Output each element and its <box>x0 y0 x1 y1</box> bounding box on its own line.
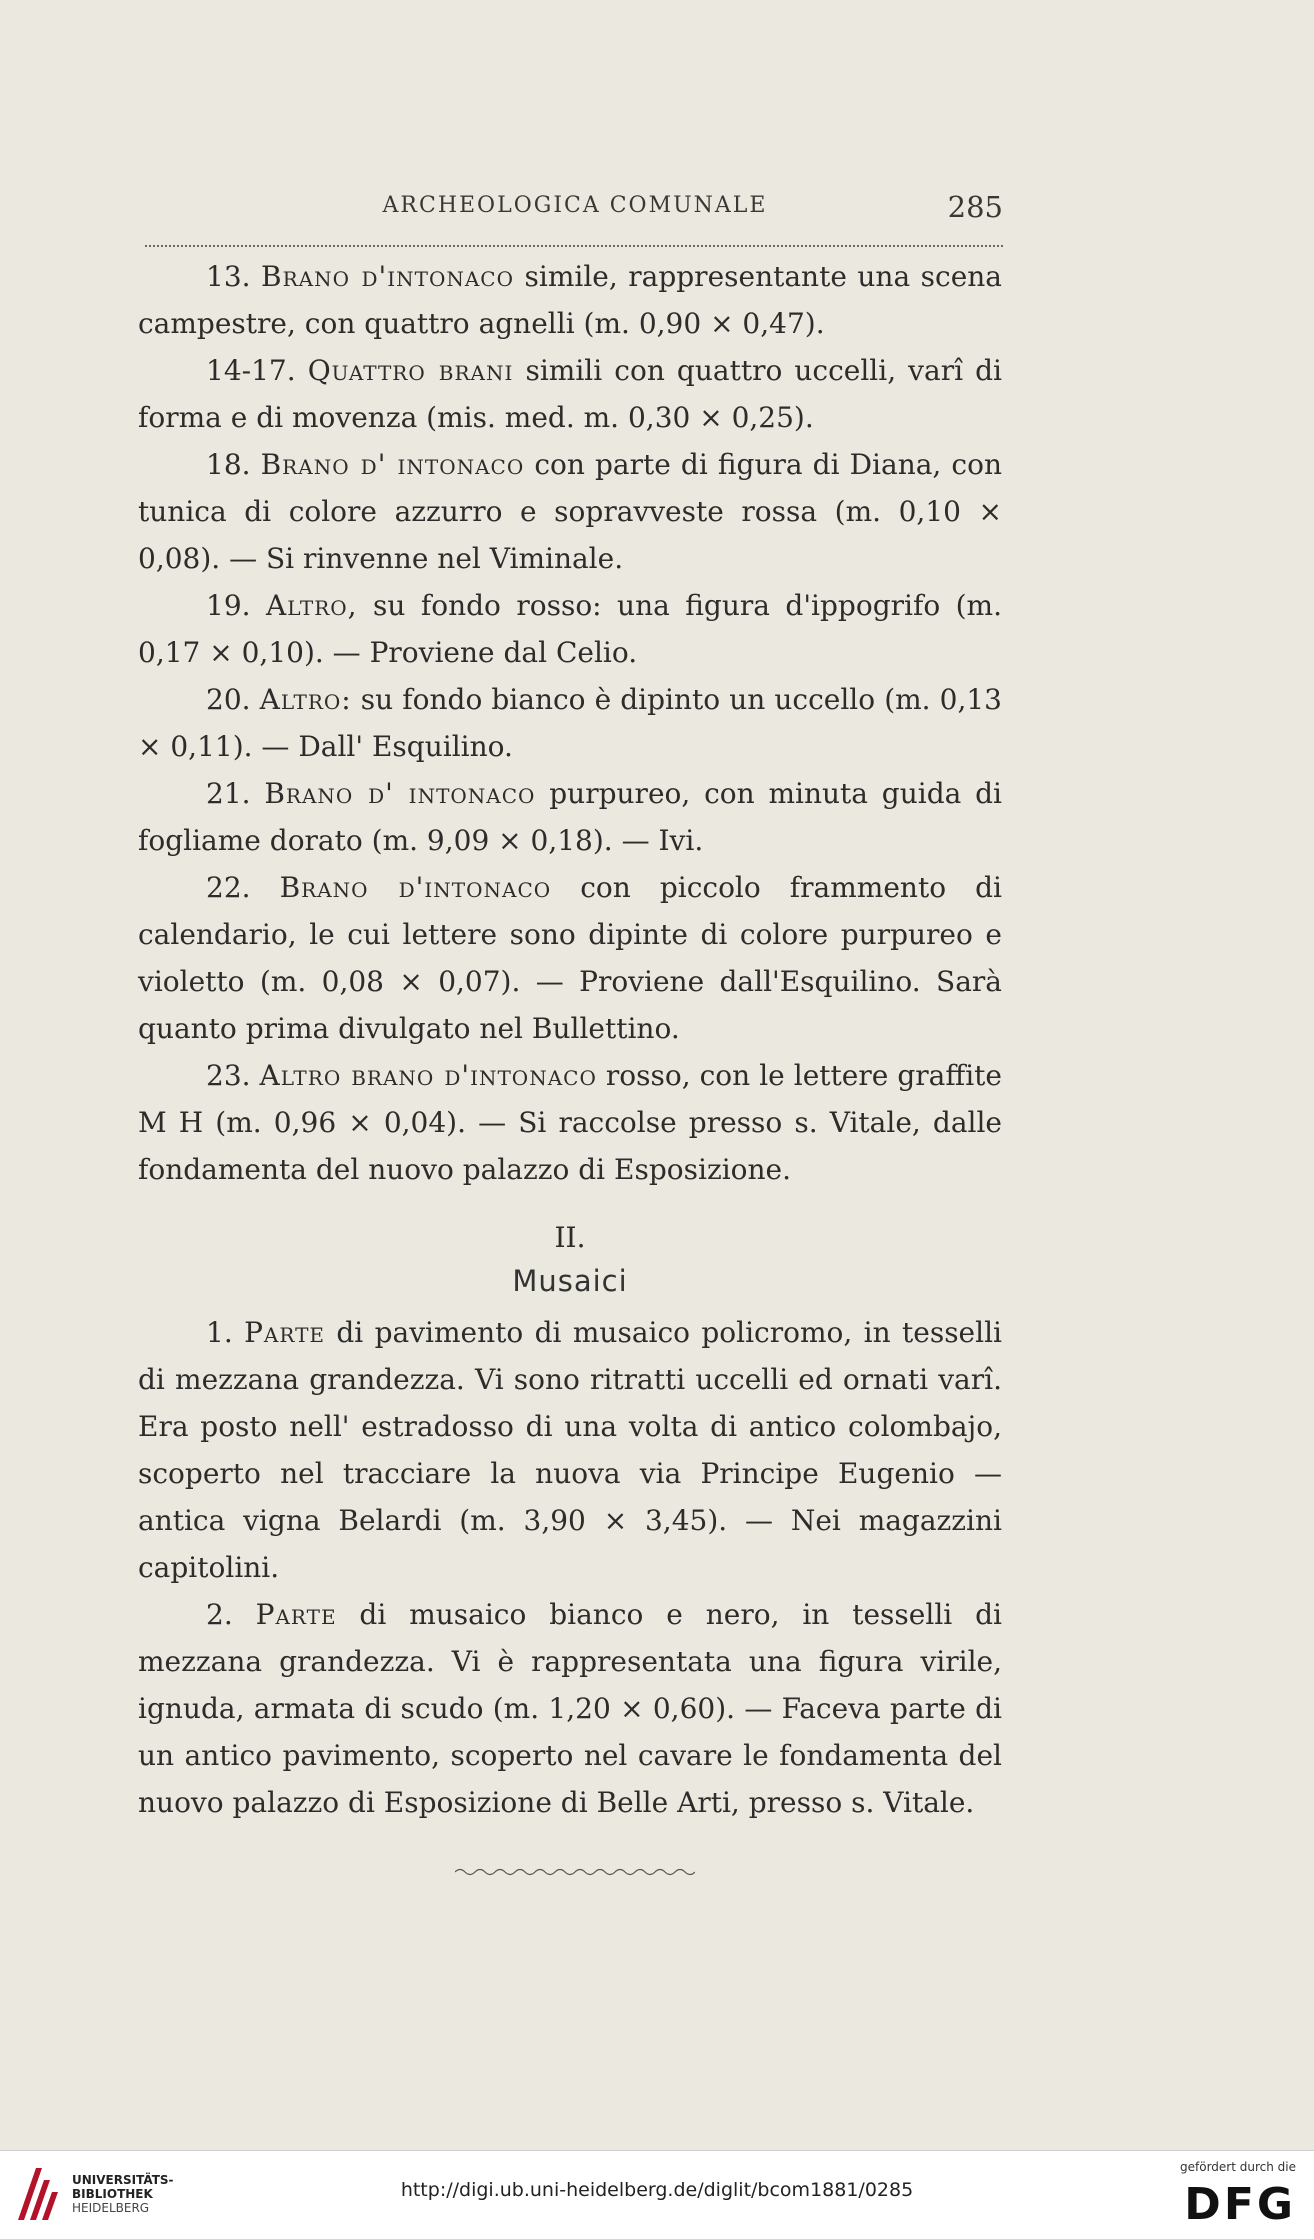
entry-heading: Altro brano d'intonaco <box>259 1059 597 1092</box>
entry-heading: Parte <box>244 1316 326 1349</box>
entry-description: con piccolo frammento di calendario, le cui lettere sono dipinte di colore purpureo e violetto (m. 0,08 × 0,07). — Proviene dall'Esquilino. Sarà quanto prima divulgato nel Bullettino. <box>138 871 1002 1045</box>
catalog-entry <box>138 441 1002 582</box>
entry-number: 23. <box>206 1059 260 1092</box>
uni-name-line: HEIDELBERG <box>72 2201 150 2215</box>
entry-number: 13. <box>206 260 262 293</box>
section-numeral: II. <box>554 1221 586 1254</box>
entries-list <box>138 253 1002 1193</box>
entry-description: simili con quattro uccelli, varî di forma e di movenza (mis. med. m. 0,30 × 0,25). <box>138 354 1002 434</box>
page-number: 285 <box>947 190 1003 224</box>
header-rule <box>145 245 1003 247</box>
entry-description: di musaico bianco e nero, in tesselli di mezzana grandezza. Vi è rappresentata una figura virile, ignuda, armata di scudo (m. 1,20 × 0,60). — Faceva parte di un antico pavimento, scoperto nel cavare le fondamenta del nuovo palazzo di Esposizione di Belle Arti, presso s. Vitale. <box>138 1598 1002 1819</box>
entry-number: 18. <box>206 448 261 481</box>
entry-number: 22. <box>206 871 280 904</box>
entry-number: 14-17. <box>206 354 308 387</box>
catalog-entry <box>138 676 1002 770</box>
entry-number: 19. <box>206 589 266 622</box>
catalog-entry <box>138 1591 1002 1826</box>
catalog-entry <box>138 347 1002 441</box>
catalog-entry <box>138 582 1002 676</box>
entry-description: rosso, con le lettere graffite M H (m. 0,96 × 0,04). — Si raccolse presso s. Vitale, dalle fondamenta del nuovo palazzo di Esposizione. <box>138 1059 1002 1186</box>
entry-heading: Brano d'intonaco <box>279 871 552 904</box>
catalog-entry <box>138 864 1002 1052</box>
entry-description: su fondo bianco è dipinto un uccello (m. 0,13 × 0,11). — Dall' Esquilino. <box>138 683 1002 763</box>
digitization-footer <box>0 2150 1314 2239</box>
catalog-entry <box>138 770 1002 864</box>
entry-heading: Parte <box>255 1598 337 1631</box>
permalink-url[interactable]: http://digi.ub.uni-heidelberg.de/diglit/bcom1881/0285 <box>400 2179 914 2201</box>
entry-heading: Altro, <box>265 589 358 622</box>
entries-list <box>138 1309 1002 1826</box>
entry-description: su fondo rosso: una figura d'ippogrifo (m. 0,17 × 0,10). — Proviene dal Celio. <box>138 589 1002 669</box>
entry-number: 1. <box>206 1316 245 1349</box>
running-title: ARCHEOLOGICA COMUNALE <box>382 193 768 218</box>
running-head <box>145 190 1005 227</box>
entry-number: 2. <box>206 1598 256 1631</box>
entry-heading: Brano d'intonaco <box>261 260 515 293</box>
catalog-entry <box>138 1309 1002 1591</box>
entry-description: simile, rappresentante una scena campestre, con quattro agnelli (m. 0,90 × 0,47). <box>138 260 1002 340</box>
entry-number: 21. <box>206 777 265 810</box>
dfg-logo[interactable]: DFG <box>1184 2179 1296 2230</box>
funded-by-label: gefördert durch die <box>1180 2160 1296 2174</box>
entry-description: purpureo, con minuta guida di fogliame dorato (m. 9,09 × 0,18). — Ivi. <box>138 777 1002 857</box>
entry-heading: Quattro brani <box>307 354 514 387</box>
body-text <box>138 253 1002 1826</box>
entry-heading: Altro: <box>259 683 352 716</box>
entry-heading: Brano d' intonaco <box>260 448 525 481</box>
entry-description: di pavimento di musaico policromo, in tesselli di mezzana grandezza. Vi sono ritratti uccelli ed ornati varî. Era posto nell' estradosso di una volta di antico colombajo, scoperto nel tracciare la nuova via Principe Eugenio — antica vigna Belardi (m. 3,90 × 3,45). — Nei magazzini capitolini. <box>138 1316 1002 1584</box>
section-title: Musaici <box>512 1264 628 1298</box>
catalog-entry <box>138 1052 1002 1193</box>
entry-number: 20. <box>206 683 260 716</box>
entry-description: con parte di figura di Diana, con tunica di colore azzurro e sopravveste rossa (m. 0,10 × 0,08). — Si rinvenne nel Viminale. <box>138 448 1002 575</box>
catalog-entry <box>138 253 1002 347</box>
closing-ornament <box>455 1866 695 1876</box>
uni-name-line: UNIVERSITÄTS- <box>72 2173 174 2187</box>
entry-heading: Brano d' intonaco <box>264 777 536 810</box>
uni-name-line: BIBLIOTHEK <box>72 2187 153 2201</box>
